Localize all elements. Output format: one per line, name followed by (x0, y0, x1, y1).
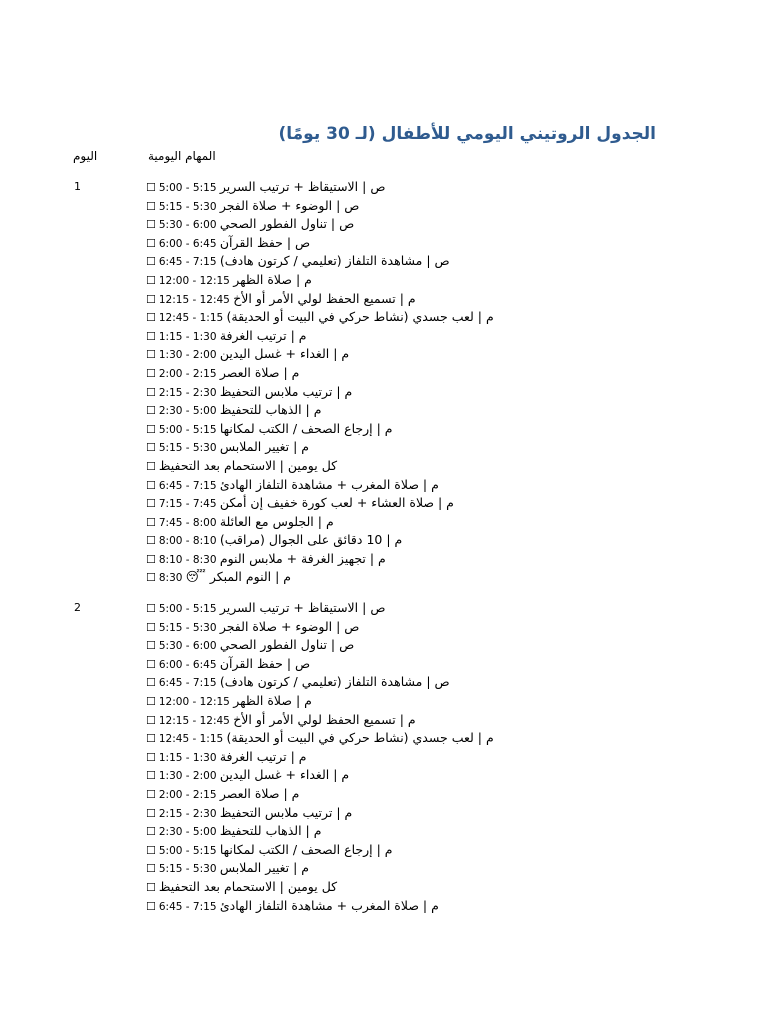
task-label: م | صلاة الظهر (233, 692, 312, 708)
task-item[interactable] (146, 859, 666, 878)
task-label: م | لعب جسدي (نشاط حركي في البيت أو الحديقة) (226, 730, 494, 746)
task-time: 7:45 - 8:00 (158, 516, 220, 529)
column-header-day: اليوم (73, 149, 98, 163)
task-item[interactable] (146, 531, 666, 550)
task-label: م | الغداء + غسل اليدين (219, 767, 350, 783)
task-time: 5:15 - 5:30 (158, 621, 220, 634)
task-time: 5:30 - 6:00 (158, 219, 220, 232)
checkbox-icon[interactable]: ☐ (146, 236, 156, 250)
checkbox-icon[interactable]: ☐ (146, 348, 156, 362)
task-item[interactable] (146, 729, 666, 748)
checkbox-icon[interactable]: ☐ (146, 385, 156, 399)
task-item[interactable] (146, 785, 666, 804)
task-time: 5:00 - 5:15 (158, 603, 220, 615)
checkbox-icon[interactable]: ☐ (146, 366, 156, 380)
checkbox-icon[interactable]: ☐ (146, 657, 156, 671)
task-time: 1:15 - 1:30 (158, 330, 220, 343)
task-item[interactable] (146, 550, 666, 569)
task-item[interactable] (146, 655, 666, 674)
task-label: م | لعب جسدي (نشاط حركي في البيت أو الحديقة) (226, 309, 494, 325)
day-number: 1 (74, 180, 81, 193)
task-item[interactable] (146, 841, 666, 860)
task-label: ص | الوضوء + صلاة الفجر (219, 618, 360, 634)
task-time: 6:45 - 7:15 (158, 256, 220, 269)
checkbox-icon[interactable]: ☐ (146, 862, 156, 876)
task-time: 12:00 - 12:15 (158, 274, 234, 287)
document-title: الجدول الروتيني اليومي للأطفال (لـ 30 يومًا) (278, 124, 656, 144)
task-time: 1:30 - 2:00 (158, 349, 220, 362)
task-time: 5:00 - 5:15 (158, 844, 220, 857)
task-label: ص | مشاهدة التلفاز (تعليمي / كرتون هادف) (219, 253, 450, 269)
task-time: 6:45 - 7:15 (158, 900, 220, 913)
task-time: 6:00 - 6:45 (158, 237, 220, 250)
task-item[interactable] (146, 766, 666, 785)
task-time: 6:00 - 6:45 (158, 658, 220, 671)
task-item[interactable] (146, 711, 666, 730)
task-time: 7:15 - 7:45 (158, 498, 220, 511)
task-time: 12:00 - 12:15 (158, 695, 234, 708)
task-time: 1:15 - 1:30 (158, 751, 220, 764)
task-time: 2:00 - 2:15 (158, 367, 220, 380)
checkbox-icon[interactable]: ☐ (146, 676, 156, 690)
checkbox-icon[interactable]: ☐ (146, 329, 156, 343)
task-item[interactable] (146, 438, 666, 457)
task-item[interactable] (146, 290, 666, 309)
task-list (146, 599, 666, 915)
task-time: 5:15 - 5:30 (158, 442, 220, 455)
checkbox-icon[interactable]: ☐ (146, 497, 156, 511)
task-label: م | صلاة العصر (219, 364, 300, 380)
task-label: ص | مشاهدة التلفاز (تعليمي / كرتون هادف) (219, 674, 450, 690)
task-label: م | ترتيب ملابس التحفيظ (219, 383, 353, 399)
task-label: م | الجلوس مع العائلة (219, 513, 334, 529)
task-time: 5:00 - 5:15 (158, 423, 220, 436)
task-label: م | ترتيب الغرفة (219, 327, 307, 343)
task-label: م | إرجاع الصحف / الكتب لمكانها (219, 420, 393, 436)
task-item[interactable] (146, 252, 666, 271)
task-item[interactable] (146, 271, 666, 290)
checkbox-icon[interactable]: ☐ (146, 769, 156, 783)
task-item[interactable] (146, 420, 666, 439)
checkbox-icon[interactable]: ☐ (146, 273, 156, 287)
task-label: م | تسميع الحفظ لولي الأمر أو الأخ (233, 290, 416, 306)
task-list (146, 178, 666, 587)
task-item[interactable] (146, 636, 666, 655)
checkbox-icon[interactable]: ☐ (146, 292, 156, 306)
task-label: م | ترتيب الغرفة (219, 748, 307, 764)
task-item[interactable] (146, 513, 666, 532)
checkbox-icon[interactable]: ☐ (146, 713, 156, 727)
task-time: 2:30 - 5:00 (158, 826, 220, 839)
task-item[interactable] (146, 692, 666, 711)
task-time: 12:45 - 1:15 (158, 312, 227, 325)
task-item[interactable] (146, 476, 666, 495)
task-label: ص | حفظ القرآن (219, 234, 311, 250)
checkbox-icon[interactable]: ☐ (146, 732, 156, 746)
checkbox-icon[interactable]: ☐ (146, 459, 156, 473)
task-item[interactable] (146, 568, 666, 587)
checkbox-icon[interactable]: ☐ (146, 552, 156, 566)
task-item[interactable] (146, 401, 666, 420)
task-item[interactable] (146, 822, 666, 841)
checkbox-icon[interactable]: ☐ (146, 880, 156, 894)
task-item[interactable] (146, 383, 666, 402)
task-item[interactable] (146, 364, 666, 383)
task-item[interactable] (146, 327, 666, 346)
task-item[interactable] (146, 599, 666, 618)
task-label: م | الذهاب للتحفيظ (219, 823, 322, 839)
checkbox-icon[interactable]: ☐ (146, 534, 156, 548)
checkbox-icon[interactable]: ☐ (146, 422, 156, 436)
task-time: 5:00 - 5:15 (158, 182, 220, 194)
checkbox-icon[interactable]: ☐ (146, 199, 156, 213)
checkbox-icon[interactable]: ☐ (146, 825, 156, 839)
checkbox-icon[interactable]: ☐ (146, 620, 156, 634)
task-label: م | ترتيب ملابس التحفيظ (219, 804, 353, 820)
checkbox-icon[interactable]: ☐ (146, 441, 156, 455)
checkbox-icon[interactable]: ☐ (146, 843, 156, 857)
task-label: ص | تناول الفطور الصحي (219, 637, 355, 653)
task-item[interactable] (146, 494, 666, 513)
task-time: 2:15 - 2:30 (158, 386, 220, 399)
task-time: 8:30 (158, 572, 186, 585)
column-header-tasks: المهام اليومية (148, 149, 216, 163)
task-time: 5:30 - 6:00 (158, 640, 220, 653)
task-item[interactable] (146, 308, 666, 327)
task-label: م | 10 دقائق على الجوال (مراقب) (219, 532, 403, 548)
task-time: 2:00 - 2:15 (158, 788, 220, 801)
task-label: كل يومين | الاستحمام بعد التحفيظ (158, 457, 338, 473)
checkbox-icon[interactable]: ☐ (146, 311, 156, 325)
task-label: م | إرجاع الصحف / الكتب لمكانها (219, 841, 393, 857)
checkbox-icon[interactable]: ☐ (146, 218, 156, 232)
checkbox-icon[interactable]: ☐ (146, 750, 156, 764)
task-time: 8:00 - 8:10 (158, 535, 220, 548)
task-time: 1:30 - 2:00 (158, 770, 220, 783)
checkbox-icon[interactable]: ☐ (146, 694, 156, 708)
checkbox-icon[interactable]: ☐ (146, 181, 156, 194)
task-item[interactable] (146, 897, 666, 916)
task-time: 6:45 - 7:15 (158, 677, 220, 690)
task-label: م | الغداء + غسل اليدين (219, 346, 350, 362)
task-label: ص | الوضوء + صلاة الفجر (219, 197, 360, 213)
checkbox-icon[interactable]: ☐ (146, 899, 156, 913)
checkbox-icon[interactable]: ☐ (146, 478, 156, 492)
task-item[interactable] (146, 215, 666, 234)
checkbox-icon[interactable]: ☐ (146, 571, 156, 585)
task-label: م | صلاة العشاء + لعب كورة خفيف إن أمكن (219, 495, 454, 511)
checkbox-icon[interactable]: ☐ (146, 639, 156, 653)
task-time: 5:15 - 5:30 (158, 863, 220, 876)
checkbox-icon[interactable]: ☐ (146, 787, 156, 801)
task-label: م | صلاة العصر (219, 785, 300, 801)
task-label: ص | تناول الفطور الصحي (219, 216, 355, 232)
task-time: 12:15 - 12:45 (158, 714, 234, 727)
task-time: 5:15 - 5:30 (158, 200, 220, 213)
task-label: م | تغيير الملابس (219, 860, 310, 876)
task-label: م | تجهيز الغرفة + ملابس النوم (219, 550, 386, 566)
checkbox-icon[interactable]: ☐ (146, 404, 156, 418)
task-time: 12:45 - 1:15 (158, 733, 227, 746)
task-time: 12:15 - 12:45 (158, 293, 234, 306)
task-item[interactable] (146, 673, 666, 692)
task-item[interactable] (146, 878, 666, 897)
task-item[interactable] (146, 197, 666, 216)
task-item[interactable] (146, 457, 666, 476)
checkbox-icon[interactable]: ☐ (146, 806, 156, 820)
task-label: م | تغيير الملابس (219, 439, 310, 455)
task-label: م | النوم المبكر 😴 (185, 569, 292, 585)
task-time: 8:10 - 8:30 (158, 553, 220, 566)
task-label: ص | الاستيقاظ + ترتيب السرير (219, 600, 386, 615)
task-label: كل يومين | الاستحمام بعد التحفيظ (158, 878, 338, 894)
task-item[interactable] (146, 234, 666, 253)
checkbox-icon[interactable]: ☐ (146, 255, 156, 269)
task-time: 6:45 - 7:15 (158, 479, 220, 492)
task-label: م | صلاة الظهر (233, 271, 312, 287)
checkbox-icon[interactable]: ☐ (146, 602, 156, 615)
task-item[interactable] (146, 345, 666, 364)
task-time: 2:30 - 5:00 (158, 405, 220, 418)
task-label: ص | حفظ القرآن (219, 655, 311, 671)
task-item[interactable] (146, 748, 666, 767)
task-label: ص | الاستيقاظ + ترتيب السرير (219, 179, 386, 194)
task-item[interactable] (146, 618, 666, 637)
task-label: م | الذهاب للتحفيظ (219, 402, 322, 418)
day-number: 2 (74, 601, 81, 614)
task-item[interactable] (146, 178, 666, 197)
task-time: 2:15 - 2:30 (158, 807, 220, 820)
task-label: م | صلاة المغرب + مشاهدة التلفاز الهادئ (219, 476, 439, 492)
task-item[interactable] (146, 804, 666, 823)
task-label: م | صلاة المغرب + مشاهدة التلفاز الهادئ (219, 897, 439, 913)
task-label: م | تسميع الحفظ لولي الأمر أو الأخ (233, 711, 416, 727)
checkbox-icon[interactable]: ☐ (146, 515, 156, 529)
